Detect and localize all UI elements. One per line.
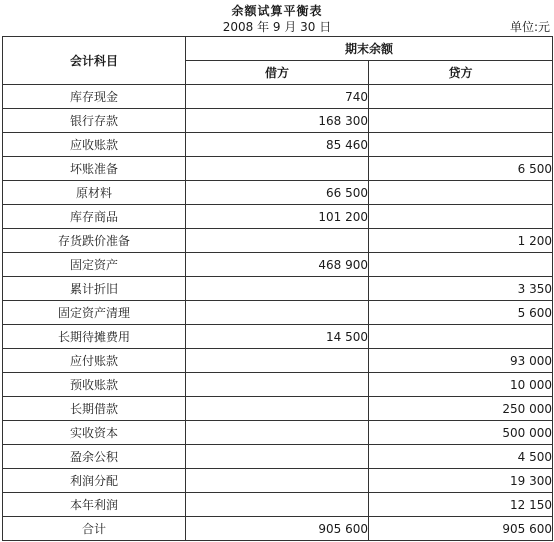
debit-cell — [186, 349, 369, 373]
account-cell: 预收账款 — [3, 373, 186, 397]
credit-cell: 1 200 — [369, 229, 553, 253]
table-row — [3, 397, 553, 421]
debit-cell: 101 200 — [186, 205, 369, 229]
account-cell: 库存商品 — [3, 205, 186, 229]
header-account: 会计科目 — [3, 37, 186, 85]
debit-cell: 468 900 — [186, 253, 369, 277]
document-title: 余额试算平衡表 — [231, 4, 323, 18]
debit-cell — [186, 277, 369, 301]
header-ending-balance: 期末余额 — [186, 37, 553, 61]
table-row — [3, 493, 553, 517]
credit-cell: 93 000 — [369, 349, 553, 373]
account-cell: 固定资产 — [3, 253, 186, 277]
account-cell: 本年利润 — [3, 493, 186, 517]
debit-cell — [186, 373, 369, 397]
debit-cell — [186, 445, 369, 469]
table-row — [3, 277, 553, 301]
credit-cell: 3 350 — [369, 277, 553, 301]
table-row — [3, 421, 553, 445]
credit-cell: 500 000 — [369, 421, 553, 445]
credit-cell — [369, 109, 553, 133]
credit-cell: 4 500 — [369, 445, 553, 469]
account-cell: 存货跌价准备 — [3, 229, 186, 253]
account-cell: 实收资本 — [3, 421, 186, 445]
account-cell: 应收账款 — [3, 133, 186, 157]
table-row — [3, 157, 553, 181]
account-cell: 盈余公积 — [3, 445, 186, 469]
unit-label: 单位:元 — [509, 20, 550, 34]
credit-cell — [369, 205, 553, 229]
table-row — [3, 445, 553, 469]
header-credit: 贷方 — [369, 61, 553, 85]
account-cell: 合计 — [3, 517, 186, 541]
debit-cell — [186, 229, 369, 253]
table-row — [3, 205, 553, 229]
table-row — [3, 85, 553, 109]
credit-cell: 905 600 — [369, 517, 553, 541]
table-row — [3, 253, 553, 277]
table-row — [3, 469, 553, 493]
account-cell: 利润分配 — [3, 469, 186, 493]
table-row — [3, 349, 553, 373]
table-row — [3, 181, 553, 205]
credit-cell: 6 500 — [369, 157, 553, 181]
account-cell: 应付账款 — [3, 349, 186, 373]
table-row — [3, 229, 553, 253]
account-cell: 累计折旧 — [3, 277, 186, 301]
credit-cell: 10 000 — [369, 373, 553, 397]
total-row — [3, 517, 553, 541]
account-cell: 银行存款 — [3, 109, 186, 133]
credit-cell — [369, 133, 553, 157]
table-row — [3, 301, 553, 325]
account-cell: 坏账准备 — [3, 157, 186, 181]
credit-cell — [369, 253, 553, 277]
debit-cell — [186, 493, 369, 517]
credit-cell — [369, 181, 553, 205]
table-body — [3, 85, 553, 541]
debit-cell — [186, 397, 369, 421]
account-cell: 长期待摊费用 — [3, 325, 186, 349]
credit-cell: 5 600 — [369, 301, 553, 325]
debit-cell: 66 500 — [186, 181, 369, 205]
account-cell: 长期借款 — [3, 397, 186, 421]
debit-cell — [186, 301, 369, 325]
debit-cell — [186, 157, 369, 181]
credit-cell: 12 150 — [369, 493, 553, 517]
header-debit: 借方 — [186, 61, 369, 85]
debit-cell — [186, 421, 369, 445]
table-row — [3, 133, 553, 157]
debit-cell: 740 — [186, 85, 369, 109]
debit-cell: 905 600 — [186, 517, 369, 541]
account-cell: 库存现金 — [3, 85, 186, 109]
credit-cell — [369, 85, 553, 109]
table-row — [3, 325, 553, 349]
credit-cell: 250 000 — [369, 397, 553, 421]
debit-cell: 168 300 — [186, 109, 369, 133]
document-date: 2008 年 9 月 30 日 — [222, 20, 332, 34]
credit-cell: 19 300 — [369, 469, 553, 493]
trial-balance-table — [2, 36, 553, 541]
debit-cell — [186, 469, 369, 493]
credit-cell — [369, 325, 553, 349]
account-cell: 原材料 — [3, 181, 186, 205]
table-row — [3, 109, 553, 133]
debit-cell: 14 500 — [186, 325, 369, 349]
table-row — [3, 373, 553, 397]
debit-cell: 85 460 — [186, 133, 369, 157]
account-cell: 固定资产清理 — [3, 301, 186, 325]
